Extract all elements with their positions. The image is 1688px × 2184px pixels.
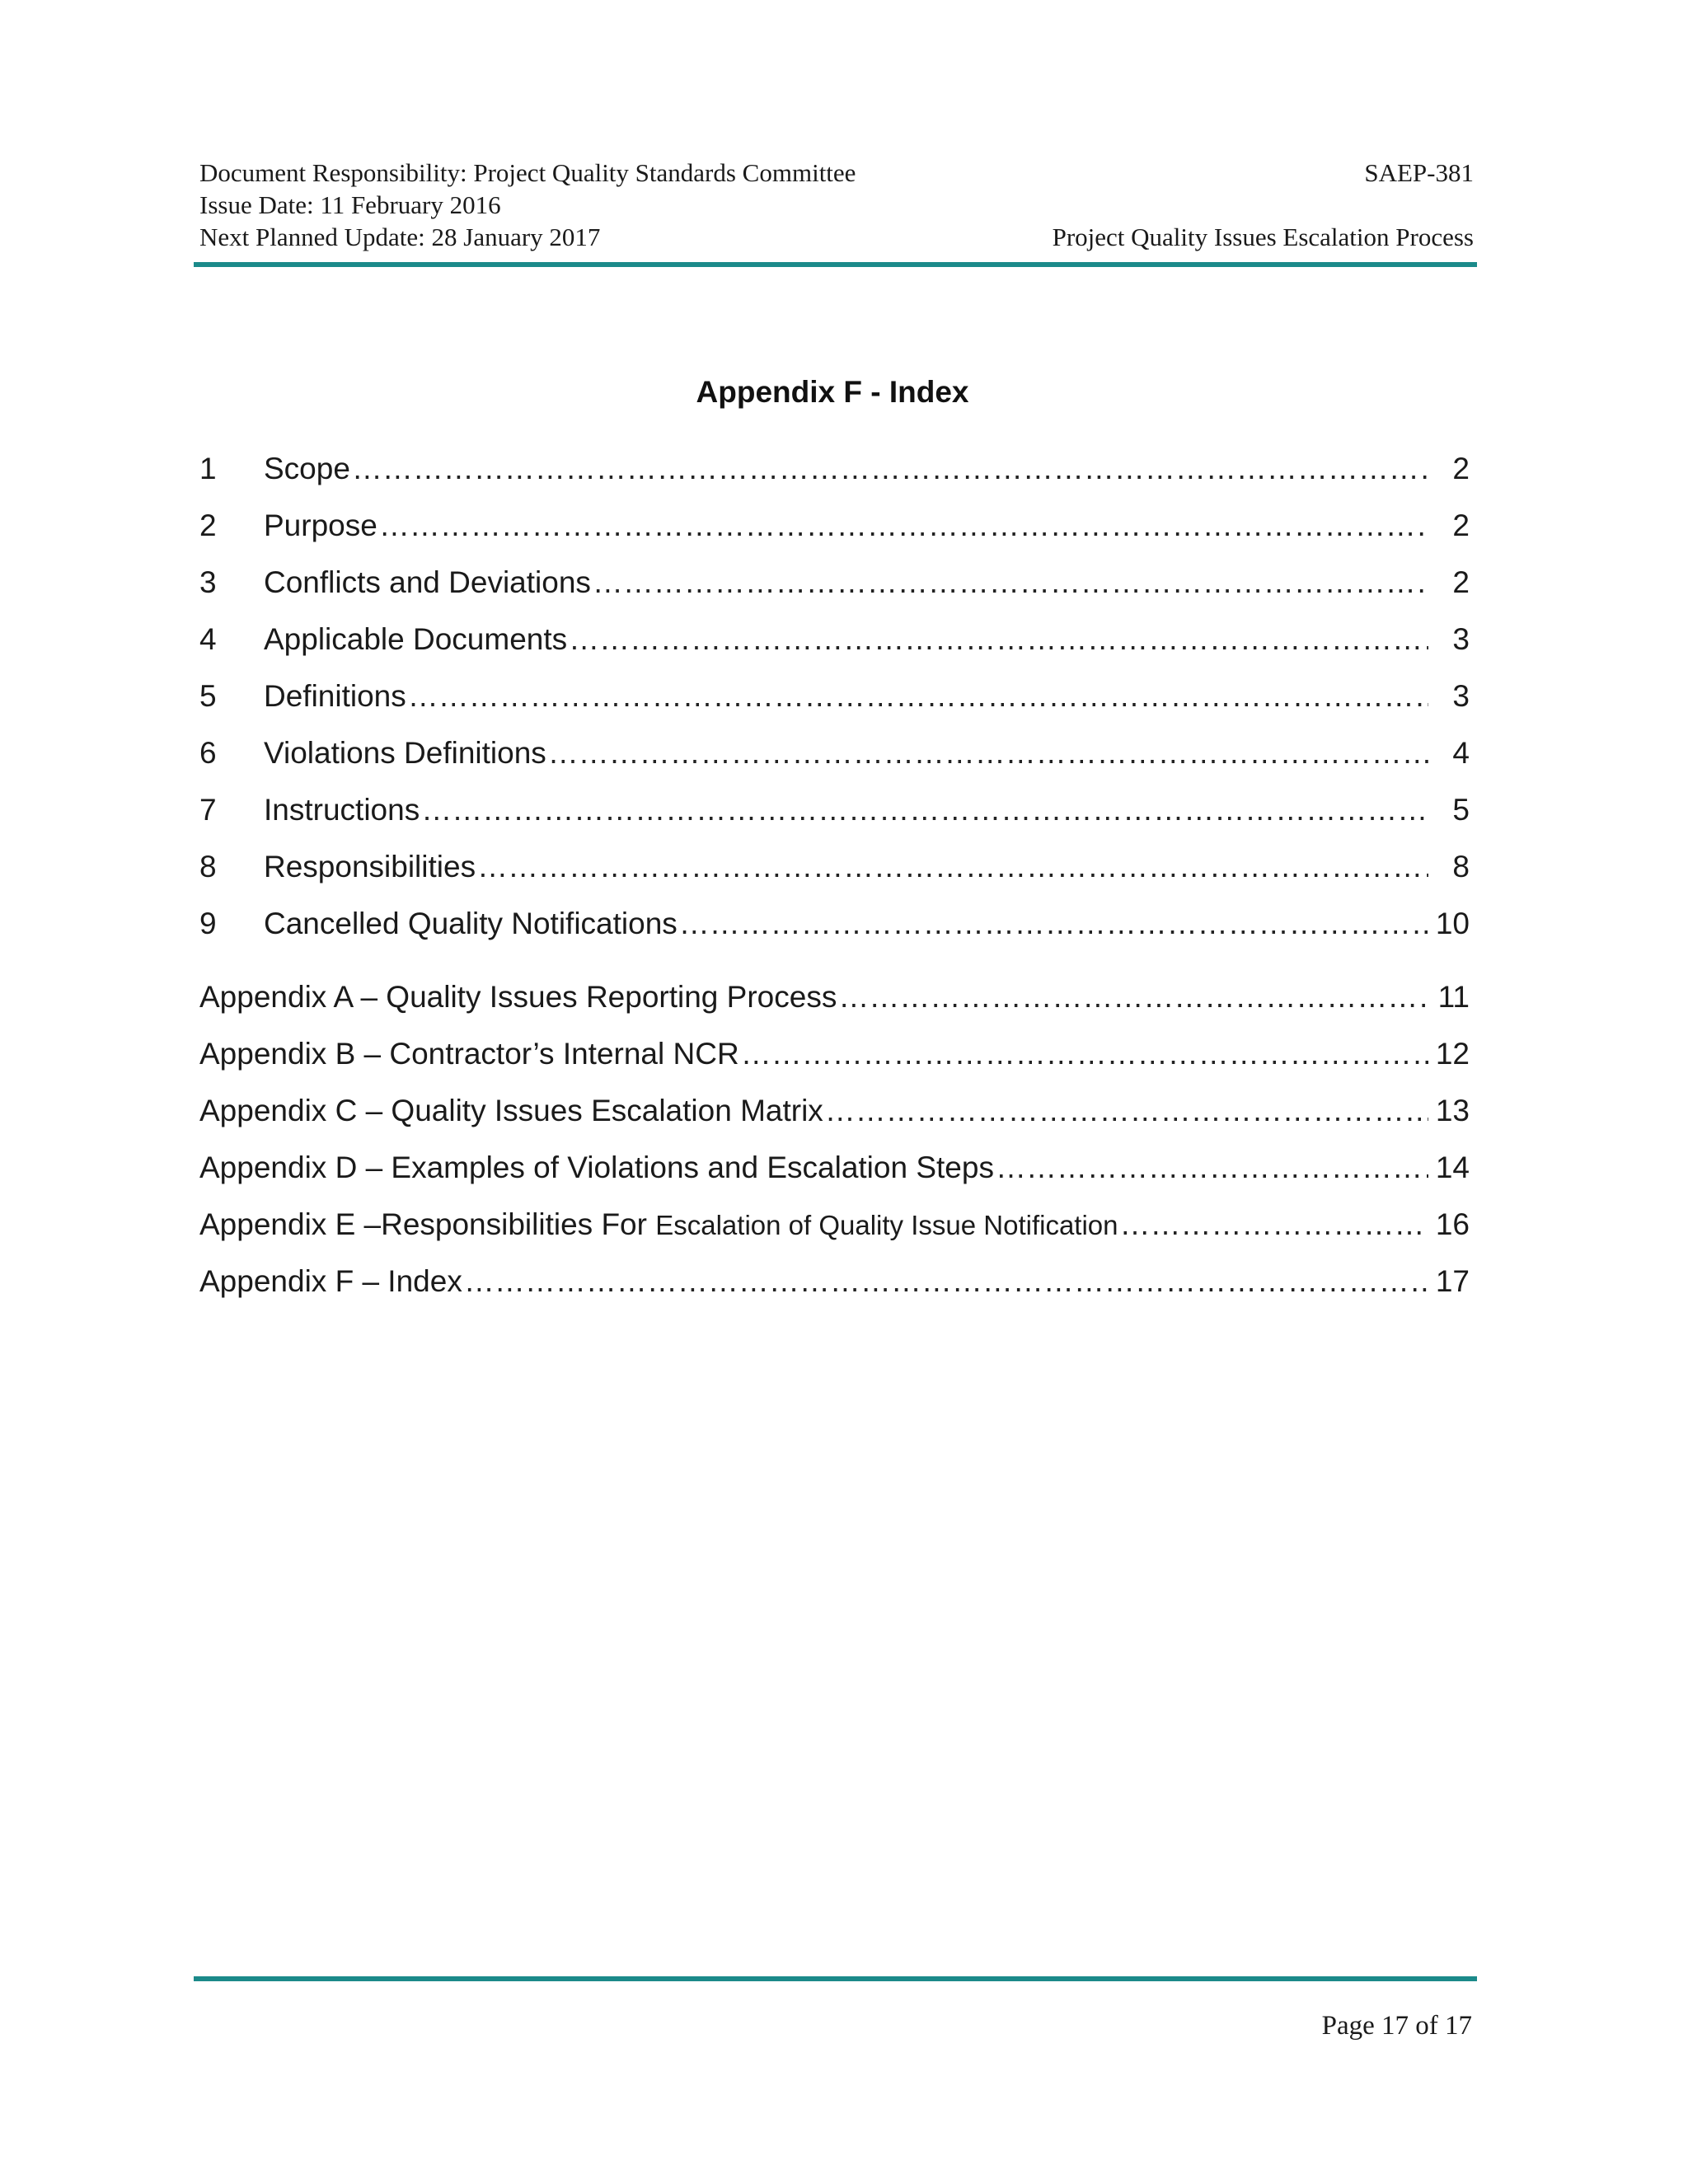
toc-entry-number: 8	[199, 850, 217, 883]
toc-entry-page: 2	[1452, 452, 1470, 485]
next-planned-update: Next Planned Update: 28 January 2017	[199, 223, 601, 251]
toc-entry-number: 3	[199, 565, 217, 599]
toc-entry[interactable]	[199, 452, 1470, 509]
toc-entry-page: 3	[1452, 622, 1470, 656]
toc-appendix-entry[interactable]	[199, 1207, 1470, 1264]
toc-dot-leader	[408, 679, 1428, 714]
document-header	[199, 157, 1474, 253]
toc-appendices	[199, 980, 1470, 1321]
toc-appendix-entry[interactable]	[199, 1037, 1470, 1094]
toc-entry-page: 10	[1435, 907, 1470, 940]
toc-entry-page: 5	[1452, 793, 1470, 827]
toc-appendix-title: Appendix C – Quality Issues Escalation Matrix	[199, 1094, 823, 1127]
toc-dot-leader	[352, 452, 1428, 486]
toc-entry-title: Applicable Documents	[264, 622, 568, 656]
toc-dot-leader	[421, 793, 1428, 827]
toc-entry[interactable]	[199, 793, 1470, 850]
toc-entry[interactable]	[199, 850, 1470, 907]
toc-dot-leader	[464, 1264, 1428, 1299]
toc-dot-leader	[825, 1094, 1428, 1128]
toc-dot-leader	[593, 565, 1428, 600]
footer-divider	[194, 1976, 1477, 1981]
toc-entry-number: 2	[199, 509, 217, 542]
document-title: Project Quality Issues Escalation Process	[1052, 223, 1474, 251]
toc-entry-page: 4	[1452, 736, 1470, 770]
toc-dot-leader	[679, 907, 1428, 941]
toc-entry-number: 4	[199, 622, 217, 656]
toc-entry-title: Instructions	[264, 793, 420, 827]
toc-appendix-entry[interactable]	[199, 1264, 1470, 1321]
document-responsibility: Document Responsibility: Project Quality Standards Committee	[199, 158, 856, 187]
toc-entry-title: Violations Definitions	[264, 736, 546, 770]
toc-dot-leader	[569, 622, 1428, 657]
toc-entry-page: 2	[1452, 565, 1470, 599]
toc-entry-number: 5	[199, 679, 217, 713]
toc-dot-leader	[548, 736, 1428, 771]
toc-appendix-title-small: Escalation of Quality Issue Notification	[655, 1210, 1118, 1240]
toc-appendix-title	[199, 1207, 1118, 1242]
toc-appendix-title: Appendix B – Contractor’s Internal NCR	[199, 1037, 739, 1071]
toc-appendix-entry[interactable]	[199, 1151, 1470, 1207]
toc-entry[interactable]	[199, 907, 1470, 963]
toc-entry-number: 9	[199, 907, 217, 940]
toc-entry[interactable]	[199, 509, 1470, 565]
toc-appendix-page: 12	[1435, 1037, 1470, 1071]
toc-entry-number: 7	[199, 793, 217, 827]
page-title: Appendix F - Index	[696, 375, 969, 409]
toc-entry-title: Responsibilities	[264, 850, 476, 883]
toc-dot-leader	[838, 980, 1428, 1015]
toc-appendix-page: 16	[1435, 1207, 1470, 1241]
toc-appendix-page: 11	[1437, 980, 1470, 1014]
toc-appendix-entry[interactable]	[199, 1094, 1470, 1151]
toc-appendix-title: Appendix F – Index	[199, 1264, 462, 1298]
toc-appendix-title-main: Appendix E –Responsibilities For	[199, 1207, 656, 1241]
toc-entry[interactable]	[199, 679, 1470, 736]
issue-date: Issue Date: 11 February 2016	[199, 190, 501, 219]
toc-entry[interactable]	[199, 565, 1470, 622]
toc-entry-title: Scope	[264, 452, 350, 485]
toc-entry[interactable]	[199, 736, 1470, 793]
toc-dot-leader	[996, 1151, 1428, 1185]
toc-entry[interactable]	[199, 622, 1470, 679]
toc-entry-number: 1	[199, 452, 217, 485]
toc-entry-title: Cancelled Quality Notifications	[264, 907, 678, 940]
toc-dot-leader	[1120, 1207, 1428, 1242]
toc-entry-title: Conflicts and Deviations	[264, 565, 591, 599]
toc-entry-title: Definitions	[264, 679, 406, 713]
page-number: Page 17 of 17	[1321, 2011, 1472, 2041]
toc-entry-page: 8	[1452, 850, 1470, 883]
toc-appendix-title: Appendix D – Examples of Violations and Escalation Steps	[199, 1151, 994, 1184]
toc-entry-title: Purpose	[264, 509, 377, 542]
toc-dot-leader	[379, 509, 1428, 543]
toc-appendix-page: 13	[1435, 1094, 1470, 1127]
toc-appendix-title: Appendix A – Quality Issues Reporting Process	[199, 980, 837, 1014]
toc-appendix-page: 17	[1435, 1264, 1470, 1298]
toc-dot-leader	[741, 1037, 1428, 1071]
toc-dot-leader	[477, 850, 1428, 884]
toc-entry-page: 3	[1452, 679, 1470, 713]
toc-appendix-page: 14	[1435, 1151, 1470, 1184]
toc-sections	[199, 452, 1470, 963]
toc-entry-number: 6	[199, 736, 217, 770]
toc-appendix-entry[interactable]	[199, 980, 1470, 1037]
toc-entry-page: 2	[1452, 509, 1470, 542]
document-number: SAEP-381	[1364, 158, 1474, 187]
header-divider	[194, 262, 1477, 267]
